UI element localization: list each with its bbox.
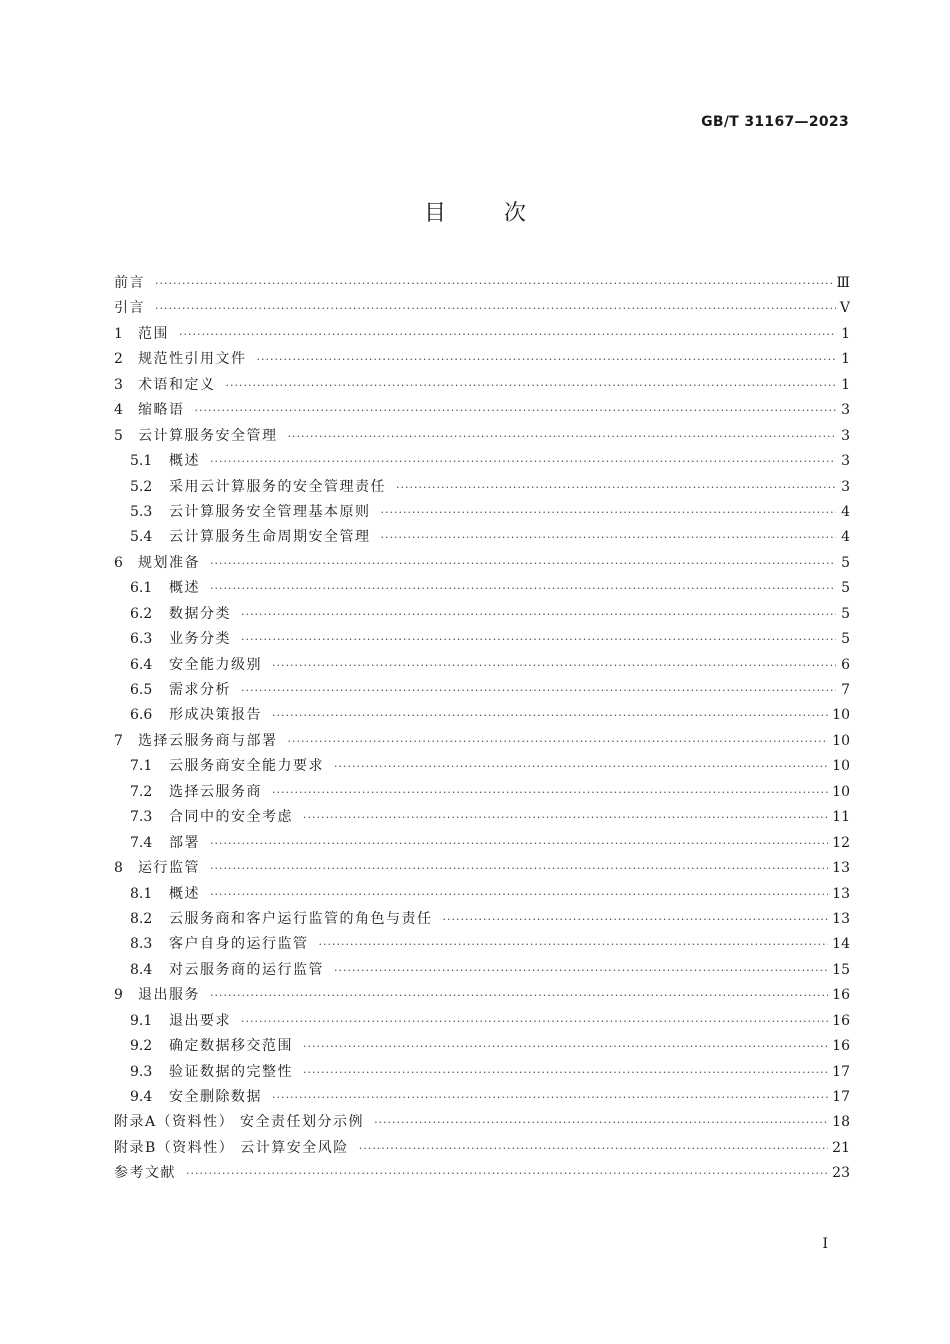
toc-entry-label: 业务分类	[169, 631, 231, 648]
toc-leader-dots	[241, 684, 836, 697]
toc-entry-number: 5.3	[130, 503, 153, 520]
toc-entry-label: 选择云服务商与部署	[138, 732, 278, 749]
toc-entry-label: 安全删除数据	[169, 1089, 262, 1105]
toc-leader-dots	[272, 709, 828, 722]
toc-leader-dots	[195, 404, 837, 417]
toc-entry-label: 规划准备	[138, 554, 200, 571]
toc-entry[interactable]	[114, 603, 850, 628]
toc-leader-dots	[303, 1040, 828, 1053]
toc-entry-page: 21	[832, 1139, 850, 1156]
toc-leader-dots	[155, 302, 836, 315]
toc-entry-number: 1	[114, 325, 123, 342]
toc-entry-page: Ⅲ	[836, 275, 850, 291]
toc-leader-dots	[272, 786, 828, 799]
toc-entry-number: 9	[114, 987, 123, 1004]
toc-entry[interactable]	[114, 272, 850, 297]
toc-entry-label: 确定数据移交范围	[169, 1038, 293, 1055]
toc-entry-page: 14	[832, 936, 850, 953]
toc-entry-number: 5.4	[130, 529, 153, 546]
toc-entry[interactable]	[114, 501, 850, 526]
toc-entry[interactable]	[114, 476, 850, 501]
toc-entry-page: 6	[841, 656, 850, 673]
toc-entry[interactable]	[114, 577, 850, 602]
toc-entry[interactable]	[114, 755, 850, 780]
toc-entry-label: 概述	[169, 453, 200, 470]
toc-entry-number: 6	[114, 554, 123, 571]
toc-leader-dots	[359, 1142, 828, 1155]
toc-leader-dots	[241, 1015, 828, 1028]
toc-entry-label: 规范性引用文件	[138, 351, 247, 368]
toc-leader-dots	[241, 633, 836, 646]
toc-leader-dots	[210, 888, 828, 901]
toc-entry-label: 前言	[114, 275, 145, 291]
toc-entry-number: 9.4	[130, 1089, 153, 1105]
toc-entry-label: 云计算服务生命周期安全管理	[169, 529, 371, 546]
toc-entry-page: 10	[832, 783, 850, 800]
toc-leader-dots	[210, 582, 836, 595]
toc-leader-dots	[374, 1116, 828, 1129]
toc-leader-dots	[210, 837, 828, 850]
toc-entry-label: 客户自身的运行监管	[169, 936, 309, 953]
toc-leader-dots	[210, 455, 836, 468]
toc-entry-page: 16	[832, 1012, 850, 1029]
toc-entry-label: 附录B（资料性） 云计算安全风险	[114, 1139, 349, 1156]
toc-entry[interactable]	[114, 1010, 850, 1035]
toc-entry-page: 1	[841, 351, 850, 368]
toc-leader-dots	[272, 659, 836, 672]
toc-entry-label: 引言	[114, 300, 145, 317]
toc-entry-number: 5.2	[130, 478, 153, 495]
toc-entry-page: 3	[841, 453, 850, 470]
toc-entry-number: 9.2	[130, 1038, 153, 1055]
toc-entry-label: 合同中的安全考虑	[169, 809, 293, 826]
toc-leader-dots	[303, 811, 828, 824]
toc-entry-page: 5	[841, 605, 850, 622]
toc-leader-dots	[443, 913, 829, 926]
toc-entry-page: 1	[841, 376, 850, 393]
toc-leader-dots	[186, 1167, 828, 1180]
toc-entry-page: 17	[832, 1089, 850, 1105]
toc-entry-label: 数据分类	[169, 605, 231, 622]
toc-entry-number: 6.5	[130, 682, 153, 698]
toc-entry[interactable]	[114, 679, 850, 704]
toc-entry-label: 术语和定义	[138, 376, 216, 393]
toc-entry-number: 7.1	[130, 758, 153, 775]
toc-leader-dots	[241, 608, 836, 621]
toc-entry-label: 选择云服务商	[169, 783, 262, 800]
toc-entry-page: 16	[832, 987, 850, 1004]
toc-entry-number: 6.6	[130, 707, 153, 724]
toc-entry-page: 10	[832, 732, 850, 749]
toc-entry-page: 5	[841, 631, 850, 648]
toc-entry-number: 9.1	[130, 1012, 153, 1029]
toc-entry-page: 16	[832, 1038, 850, 1055]
toc-entry-page: 11	[832, 809, 850, 826]
toc-entry-label: 云计算服务安全管理	[138, 427, 278, 444]
toc-entry-label: 对云服务商的运行监管	[169, 961, 324, 978]
toc-entry[interactable]	[114, 806, 850, 831]
toc-entry-page: 13	[832, 860, 850, 877]
toc-entry-page: 3	[841, 478, 850, 495]
toc-entry-label: 云计算服务安全管理基本原则	[169, 503, 371, 520]
toc-entry-page: Ⅴ	[839, 300, 850, 317]
toc-entry[interactable]	[114, 730, 850, 755]
toc-entry-page: 13	[832, 910, 850, 927]
toc-entry[interactable]	[114, 374, 850, 399]
toc-leader-dots	[179, 328, 836, 341]
toc-entry-number: 3	[114, 376, 123, 393]
toc-leader-dots	[210, 862, 828, 875]
toc-entry[interactable]	[114, 959, 850, 984]
toc-entry[interactable]	[114, 781, 850, 806]
toc-entry-page: 23	[832, 1165, 850, 1182]
toc-entry-page: 3	[841, 402, 850, 419]
toc-entry-page: 17	[832, 1063, 850, 1080]
toc-entry-number: 8.2	[130, 910, 153, 927]
toc-entry-number: 8.1	[130, 885, 153, 902]
toc-entry[interactable]	[114, 984, 850, 1009]
toc-leader-dots	[396, 481, 836, 494]
toc-leader-dots	[303, 1066, 828, 1079]
toc-entry-label: 安全能力级别	[169, 656, 262, 673]
toc-entry-page: 4	[841, 529, 850, 546]
toc-entry-number: 7	[114, 732, 123, 749]
toc-entry-number: 7.2	[130, 783, 153, 800]
toc-entry-label: 云服务商和客户运行监管的角色与责任	[169, 910, 433, 927]
toc-leader-dots	[272, 1091, 828, 1104]
toc-entry-number: 8	[114, 860, 123, 877]
standard-code: GB/T 31167—2023	[701, 114, 849, 130]
toc-entry[interactable]	[114, 908, 850, 933]
toc-entry-label: 运行监管	[138, 860, 200, 877]
toc-entry-number: 5.1	[130, 453, 153, 470]
toc-entry-page: 13	[832, 885, 850, 902]
toc-entry-number: 4	[114, 402, 123, 419]
toc-entry[interactable]	[114, 1061, 850, 1086]
toc-entry-label: 部署	[169, 834, 200, 851]
toc-entry[interactable]	[114, 425, 850, 450]
toc-entry-page: 3	[841, 427, 850, 444]
toc-entry[interactable]	[114, 1137, 850, 1162]
toc-entry[interactable]	[114, 1111, 850, 1136]
toc-leader-dots	[288, 735, 829, 748]
toc-entry-label: 云服务商安全能力要求	[169, 758, 324, 775]
toc-leader-dots	[257, 353, 837, 366]
toc-entry-label: 退出要求	[169, 1012, 231, 1029]
toc-entry-number: 6.3	[130, 631, 153, 648]
footer-page-number: Ⅰ	[822, 1236, 828, 1252]
toc-entry[interactable]	[114, 654, 850, 679]
toc-leader-dots	[226, 379, 837, 392]
toc-entry[interactable]	[114, 526, 850, 551]
toc-entry[interactable]	[114, 450, 850, 475]
toc-entry-page: 15	[832, 961, 850, 978]
toc-entry-label: 采用云计算服务的安全管理责任	[169, 478, 386, 495]
toc-entry-page: 18	[832, 1114, 850, 1131]
toc-entry-label: 退出服务	[138, 987, 200, 1004]
toc-entry[interactable]	[114, 552, 850, 577]
toc-entry[interactable]	[114, 1086, 850, 1111]
toc-entry-number: 6.4	[130, 656, 153, 673]
toc-entry[interactable]	[114, 323, 850, 348]
toc-leader-dots	[381, 531, 837, 544]
toc-entry-page: 4	[841, 503, 850, 520]
toc-leader-dots	[319, 938, 829, 951]
toc-entry-number: 7.4	[130, 834, 153, 851]
toc-entry-label: 范围	[138, 325, 169, 342]
toc-entry-number: 6.1	[130, 580, 153, 597]
toc-leader-dots	[155, 277, 832, 290]
toc-entry[interactable]	[114, 857, 850, 882]
toc-leader-dots	[210, 557, 836, 570]
toc-entry-page: 10	[832, 707, 850, 724]
toc-entry[interactable]	[114, 883, 850, 908]
toc-entry-number: 5	[114, 427, 123, 444]
toc-entry-page: 10	[832, 758, 850, 775]
toc-leader-dots	[334, 964, 828, 977]
toc-entry-label: 概述	[169, 885, 200, 902]
toc-entry[interactable]	[114, 399, 850, 424]
toc-leader-dots	[288, 430, 837, 443]
toc-entry[interactable]	[114, 933, 850, 958]
toc-entry[interactable]	[114, 628, 850, 653]
toc-entry-page: 7	[841, 682, 850, 698]
toc-entry-number: 7.3	[130, 809, 153, 826]
toc-entry-page: 5	[841, 554, 850, 571]
toc-leader-dots	[334, 760, 828, 773]
toc-entry-label: 形成决策报告	[169, 707, 262, 724]
toc-entry[interactable]	[114, 1162, 850, 1187]
table-of-contents	[114, 272, 850, 1188]
toc-entry-label: 需求分析	[169, 682, 231, 698]
toc-entry[interactable]	[114, 1035, 850, 1060]
toc-entry-number: 2	[114, 351, 123, 368]
toc-entry-number: 8.3	[130, 936, 153, 953]
toc-entry[interactable]	[114, 297, 850, 322]
toc-entry-page: 1	[841, 325, 850, 342]
toc-entry-label: 概述	[169, 580, 200, 597]
toc-entry[interactable]	[114, 832, 850, 857]
toc-entry-page: 12	[832, 834, 850, 851]
toc-entry-label: 附录A（资料性） 安全责任划分示例	[114, 1114, 365, 1131]
toc-entry[interactable]	[114, 348, 850, 373]
toc-entry-label: 缩略语	[138, 402, 185, 419]
toc-entry-number: 8.4	[130, 961, 153, 978]
toc-entry-number: 9.3	[130, 1063, 153, 1080]
toc-entry-label: 验证数据的完整性	[169, 1063, 293, 1080]
toc-entry-label: 参考文献	[114, 1165, 176, 1182]
toc-leader-dots	[381, 506, 837, 519]
toc-leader-dots	[210, 989, 828, 1002]
toc-entry-number: 6.2	[130, 605, 153, 622]
toc-entry-page: 5	[841, 580, 850, 597]
page-title: 目次	[423, 201, 584, 226]
toc-entry[interactable]	[114, 704, 850, 729]
